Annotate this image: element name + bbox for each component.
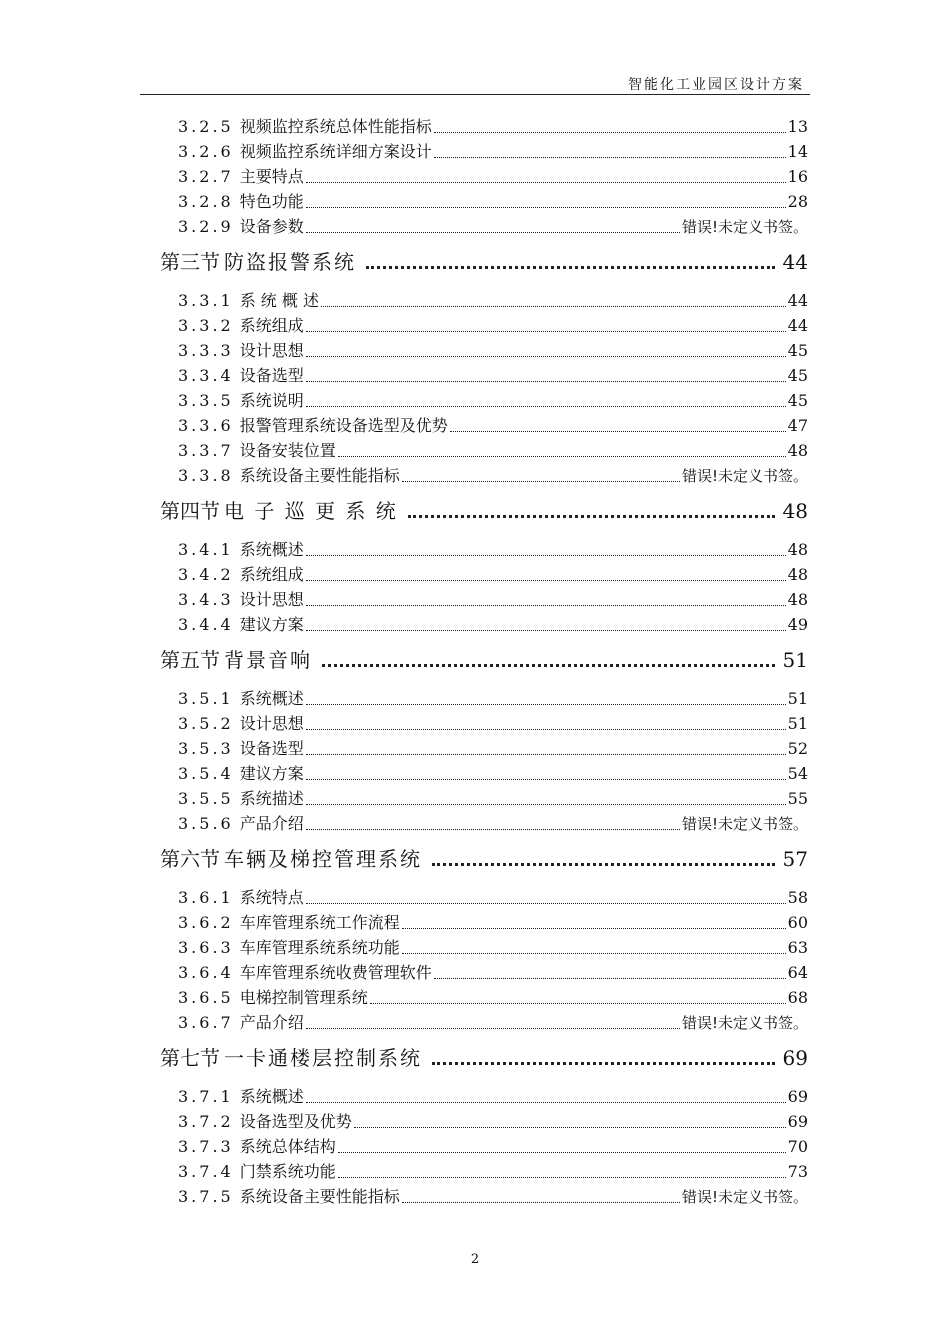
page-number: 2: [470, 1252, 480, 1267]
toc-entry-number: 3.6.2: [178, 913, 234, 932]
toc-subsection-entry[interactable]: [178, 141, 808, 163]
page-header: [140, 60, 810, 95]
toc-entry-title: 背景音响: [224, 648, 312, 672]
toc-entry-page: 错误!未定义书签。: [681, 218, 808, 236]
toc-entry-page: 错误!未定义书签。: [681, 467, 808, 485]
toc-entry-number: 3.5.3: [178, 739, 234, 758]
toc-entry-page: 45: [787, 341, 808, 360]
toc-dot-leader: [306, 1022, 680, 1029]
toc-dot-leader: [306, 698, 786, 705]
toc-entry-title: 门禁系统功能: [239, 1162, 336, 1181]
toc-entry-number: 3.4.1: [178, 540, 234, 559]
toc-entry-number: 3.3.2: [178, 316, 234, 335]
toc-entry-number: 第四节: [160, 499, 220, 523]
toc-subsection-entry[interactable]: [178, 1136, 808, 1158]
toc-entry-page: 14: [787, 142, 808, 161]
toc-dot-leader: [338, 450, 786, 457]
toc-entry-title: 系统设备主要性能指标: [239, 466, 400, 485]
toc-entry-number: 3.7.2: [178, 1112, 234, 1131]
toc-dot-leader: [306, 201, 786, 208]
toc-subsection-entry[interactable]: [178, 539, 808, 561]
toc-subsection-entry[interactable]: [178, 1086, 808, 1108]
toc-entry-number: 3.3.7: [178, 441, 234, 460]
toc-dot-leader: [354, 1121, 786, 1128]
toc-entry-number: 3.4.3: [178, 590, 234, 609]
toc-subsection-entry[interactable]: [178, 713, 808, 735]
toc-entry-number: 3.7.3: [178, 1137, 234, 1156]
toc-entry-title: 设备选型: [239, 739, 304, 758]
toc-entry-number: 3.4.4: [178, 615, 234, 634]
toc-entry-title: 防盗报警系统: [224, 250, 356, 274]
toc-entry-title: 系统总体结构: [239, 1137, 336, 1156]
toc-entry-page: 45: [787, 391, 808, 410]
toc-subsection-entry[interactable]: [178, 290, 808, 312]
toc-entry-title: 电梯控制管理系统: [239, 988, 368, 1007]
toc-subsection-entry[interactable]: [178, 614, 808, 636]
toc-entry-title: 产品介绍: [239, 1013, 304, 1032]
toc-entry-number: 3.5.6: [178, 814, 234, 833]
toc-entry-number: 第六节: [160, 847, 220, 871]
toc-entry-title: 设计思想: [239, 341, 304, 360]
toc-entry-number: 3.3.5: [178, 391, 234, 410]
toc-entry-page: 51: [787, 689, 808, 708]
toc-entry-page: 57: [782, 847, 808, 871]
toc-entry-page: 48: [787, 441, 808, 460]
toc-dot-leader: [306, 350, 786, 357]
toc-entry-page: 47: [787, 416, 808, 435]
toc-entry-title: 视频监控系统总体性能指标: [239, 117, 432, 136]
toc-subsection-entry[interactable]: [178, 365, 808, 387]
toc-dot-leader: [402, 1196, 680, 1203]
toc-entry-page: 错误!未定义书签。: [681, 1188, 808, 1206]
toc-entry-number: 3.2.8: [178, 192, 234, 211]
toc-entry-title: 系统说明: [239, 391, 304, 410]
toc-section-entry[interactable]: [160, 646, 808, 674]
toc-entry-number: 3.2.6: [178, 142, 234, 161]
toc-subsection-entry[interactable]: [178, 1186, 808, 1208]
toc-entry-title: 建议方案: [239, 615, 304, 634]
toc-subsection-entry[interactable]: [178, 763, 808, 785]
toc-dot-leader: [306, 176, 786, 183]
toc-entry-number: 3.6.7: [178, 1013, 234, 1032]
toc-dot-leader: [306, 798, 786, 805]
toc-entry-title: 系统概述: [239, 540, 304, 559]
toc-entry-title: 车库管理系统工作流程: [239, 913, 400, 932]
toc-entry-title: 一卡通楼层控制系统: [224, 1046, 422, 1070]
toc-subsection-entry[interactable]: [178, 912, 808, 934]
toc-entry-title: 系统描述: [239, 789, 304, 808]
toc-subsection-entry[interactable]: [178, 813, 808, 835]
toc-dot-leader: [306, 624, 786, 631]
toc-entry-page: 错误!未定义书签。: [681, 1014, 808, 1032]
toc-section-entry[interactable]: [160, 248, 808, 276]
toc-dot-leader: [432, 857, 775, 866]
toc-subsection-entry[interactable]: [178, 1012, 808, 1034]
toc-entry-title: 主要特点: [239, 167, 304, 186]
toc-entry-page: 45: [787, 366, 808, 385]
toc-dot-leader: [321, 300, 786, 307]
toc-subsection-entry[interactable]: [178, 887, 808, 909]
toc-entry-number: 3.7.4: [178, 1162, 234, 1181]
toc-entry-page: 63: [787, 938, 808, 957]
toc-entry-title: 设备安装位置: [239, 441, 336, 460]
toc-dot-leader: [338, 1146, 786, 1153]
toc-entry-page: 13: [787, 117, 808, 136]
toc-entry-page: 58: [787, 888, 808, 907]
toc-entry-page: 44: [782, 250, 808, 274]
toc-subsection-entry[interactable]: [178, 216, 808, 238]
toc-dot-leader: [306, 574, 786, 581]
toc-entry-title: 车库管理系统系统功能: [239, 938, 400, 957]
toc-entry-page: 51: [787, 714, 808, 733]
toc-entry-number: 3.5.2: [178, 714, 234, 733]
toc-entry-page: 69: [787, 1112, 808, 1131]
toc-entry-title: 系统组成: [239, 565, 304, 584]
toc-subsection-entry[interactable]: [178, 589, 808, 611]
toc-section-entry[interactable]: [160, 845, 808, 873]
toc-subsection-entry[interactable]: [178, 415, 808, 437]
toc-entry-number: 第五节: [160, 648, 220, 672]
toc-entry-page: 48: [787, 565, 808, 584]
toc-entry-page: 55: [787, 789, 808, 808]
toc-entry-page: 错误!未定义书签。: [681, 815, 808, 833]
toc-entry-title: 系 统 概 述: [239, 291, 319, 310]
toc-entry-title: 系统组成: [239, 316, 304, 335]
toc-entry-page: 48: [787, 540, 808, 559]
toc-subsection-entry[interactable]: [178, 340, 808, 362]
toc-dot-leader: [432, 1056, 775, 1065]
toc-dot-leader: [402, 475, 680, 482]
toc-entry-page: 16: [787, 167, 808, 186]
toc-entry-page: 48: [782, 499, 808, 523]
toc-entry-page: 68: [787, 988, 808, 1007]
toc-entry-number: 3.7.5: [178, 1187, 234, 1206]
toc-subsection-entry[interactable]: [178, 962, 808, 984]
toc-entry-title: 设备参数: [239, 217, 304, 236]
toc-dot-leader: [402, 947, 786, 954]
toc-entry-number: 3.3.8: [178, 466, 234, 485]
toc-subsection-entry[interactable]: [178, 1161, 808, 1183]
toc-entry-page: 48: [787, 590, 808, 609]
toc-entry-page: 49: [787, 615, 808, 634]
toc-entry-number: 3.6.5: [178, 988, 234, 1007]
toc-subsection-entry[interactable]: [178, 390, 808, 412]
toc-entry-title: 电 子 巡 更 系 统: [224, 499, 398, 523]
toc-entry-page: 60: [787, 913, 808, 932]
toc-dot-leader: [408, 509, 775, 518]
toc-entry-number: 3.6.3: [178, 938, 234, 957]
toc-entry-title: 建议方案: [239, 764, 304, 783]
toc-entry-page: 64: [787, 963, 808, 982]
toc-entry-number: 3.4.2: [178, 565, 234, 584]
toc-entry-title: 特色功能: [239, 192, 304, 211]
toc-dot-leader: [370, 997, 786, 1004]
toc-dot-leader: [306, 773, 786, 780]
toc-entry-title: 设计思想: [239, 590, 304, 609]
toc-entry-title: 设备选型及优势: [239, 1112, 352, 1131]
toc-entry-title: 系统特点: [239, 888, 304, 907]
toc-subsection-entry[interactable]: [178, 166, 808, 188]
toc-dot-leader: [306, 823, 680, 830]
toc-dot-leader: [306, 226, 680, 233]
toc-subsection-entry[interactable]: [178, 191, 808, 213]
toc-subsection-entry[interactable]: [178, 788, 808, 810]
toc-entry-title: 系统概述: [239, 1087, 304, 1106]
toc-entry-number: 3.5.5: [178, 789, 234, 808]
toc-dot-leader: [306, 325, 786, 332]
toc-entry-page: 69: [782, 1046, 808, 1070]
toc-dot-leader: [322, 658, 775, 667]
toc-entry-number: 3.3.6: [178, 416, 234, 435]
toc-entry-number: 3.5.1: [178, 689, 234, 708]
toc-entry-number: 3.7.1: [178, 1087, 234, 1106]
toc-subsection-entry[interactable]: [178, 688, 808, 710]
toc-entry-page: 44: [787, 291, 808, 310]
toc-entry-number: 3.2.5: [178, 117, 234, 136]
toc-dot-leader: [306, 375, 786, 382]
toc-dot-leader: [306, 748, 786, 755]
toc-entry-title: 报警管理系统设备选型及优势: [239, 416, 448, 435]
toc-section-entry[interactable]: [160, 1044, 808, 1072]
toc-entry-page: 69: [787, 1087, 808, 1106]
toc-entry-page: 73: [787, 1162, 808, 1181]
toc-entry-page: 52: [787, 739, 808, 758]
toc-subsection-entry[interactable]: [178, 738, 808, 760]
header-title: 智能化工业园区设计方案: [628, 77, 804, 93]
toc-entry-number: 3.3.3: [178, 341, 234, 360]
toc-subsection-entry[interactable]: [178, 315, 808, 337]
toc-entry-title: 车库管理系统收费管理软件: [239, 963, 432, 982]
toc-dot-leader: [306, 1096, 786, 1103]
toc-dot-leader: [402, 922, 786, 929]
toc-entry-number: 第三节: [160, 250, 220, 274]
toc-entry-number: 3.3.4: [178, 366, 234, 385]
toc-subsection-entry[interactable]: [178, 116, 808, 138]
toc-dot-leader: [338, 1171, 786, 1178]
toc-dot-leader: [306, 897, 786, 904]
toc-entry-number: 3.2.9: [178, 217, 234, 236]
toc-subsection-entry[interactable]: [178, 987, 808, 1009]
toc-dot-leader: [450, 425, 786, 432]
toc-subsection-entry[interactable]: [178, 564, 808, 586]
toc-entry-page: 70: [787, 1137, 808, 1156]
toc-entry-title: 车辆及梯控管理系统: [224, 847, 422, 871]
toc-dot-leader: [306, 400, 786, 407]
toc-section-entry[interactable]: [160, 497, 808, 525]
toc-entry-page: 51: [782, 648, 808, 672]
toc-entry-title: 产品介绍: [239, 814, 304, 833]
toc-dot-leader: [434, 126, 786, 133]
toc-subsection-entry[interactable]: [178, 937, 808, 959]
toc-entry-number: 3.6.4: [178, 963, 234, 982]
toc-dot-leader: [434, 972, 786, 979]
toc-entry-number: 第七节: [160, 1046, 220, 1070]
toc-dot-leader: [434, 151, 786, 158]
toc-entry-title: 系统概述: [239, 689, 304, 708]
toc-dot-leader: [306, 549, 786, 556]
toc-entry-number: 3.3.1: [178, 291, 234, 310]
toc-entry-page: 44: [787, 316, 808, 335]
toc-subsection-entry[interactable]: [178, 1111, 808, 1133]
toc-entry-number: 3.2.7: [178, 167, 234, 186]
toc-entry-title: 设计思想: [239, 714, 304, 733]
toc-dot-leader: [306, 599, 786, 606]
toc-subsection-entry[interactable]: [178, 440, 808, 462]
toc-entry-page: 28: [787, 192, 808, 211]
toc-dot-leader: [366, 260, 775, 269]
toc-entry-number: 3.5.4: [178, 764, 234, 783]
toc-entry-title: 设备选型: [239, 366, 304, 385]
toc-entry-number: 3.6.1: [178, 888, 234, 907]
toc-dot-leader: [306, 723, 786, 730]
toc-subsection-entry[interactable]: [178, 465, 808, 487]
toc-entry-title: 系统设备主要性能指标: [239, 1187, 400, 1206]
toc-entry-page: 54: [787, 764, 808, 783]
toc-entry-title: 视频监控系统详细方案设计: [239, 142, 432, 161]
